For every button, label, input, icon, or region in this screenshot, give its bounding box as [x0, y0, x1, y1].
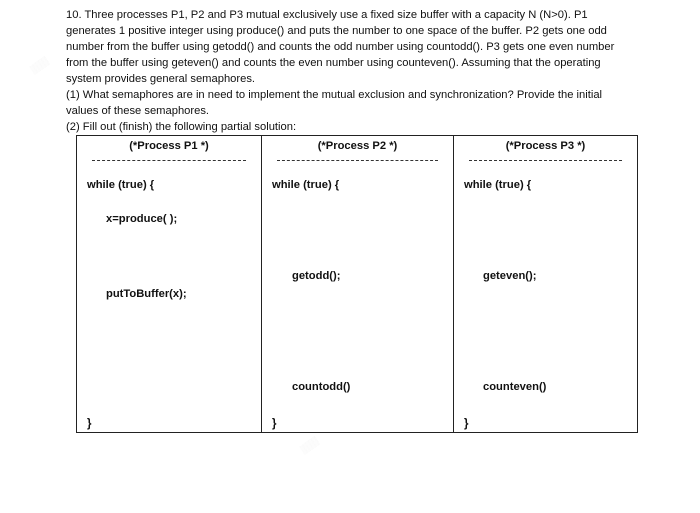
dashed-divider: [277, 160, 437, 161]
closing-brace: }: [272, 418, 277, 430]
watermark: ▒▒▒: [298, 435, 321, 455]
question-line: from the buffer using geteven() and counts the even number using counteven(). Assuming that the operating: [66, 57, 601, 69]
process-header: (*Process P1 *): [129, 140, 209, 152]
put-to-buffer-statement: putToBuffer(x);: [106, 288, 187, 300]
while-loop: while (true) {: [272, 179, 340, 191]
question-text: [66, 7, 648, 135]
part1-line: values of these semaphores.: [66, 105, 210, 117]
counteven-statement: counteven(): [483, 381, 547, 393]
getodd-statement: getodd();: [292, 270, 341, 282]
question-line: number from the buffer using getodd() and counts the odd number using countodd(). P3 gets one even number: [66, 41, 615, 53]
process-p3-column: [454, 136, 637, 432]
while-loop: while (true) {: [464, 179, 532, 191]
process-header: (*Process P2 *): [317, 140, 398, 152]
question-line: system provides general semaphores.: [66, 73, 256, 85]
process-p2-column: [262, 136, 454, 432]
dashed-divider: [92, 160, 247, 161]
closing-brace: }: [87, 418, 92, 430]
produce-statement: x=produce( );: [106, 213, 178, 225]
closing-brace: }: [464, 418, 469, 430]
question-line: 10. Three processes P1, P2 and P3 mutual exclusively use a fixed size buffer with a capacity N (N>0). P1: [66, 9, 588, 21]
dashed-divider: [469, 160, 623, 161]
part1-line: (1) What semaphores are in need to implement the mutual exclusion and synchronization? Provide the initial: [66, 89, 603, 101]
while-loop: while (true) {: [87, 179, 155, 191]
geteven-statement: geteven();: [483, 270, 537, 282]
process-p1-column: [77, 136, 262, 432]
watermark: ▒▒▒: [28, 55, 51, 75]
process-header: (*Process P3 *): [505, 140, 586, 152]
part2-line: (2) Fill out (finish) the following partial solution:: [66, 121, 297, 133]
solution-table: [76, 135, 638, 433]
countodd-statement: countodd(): [292, 381, 351, 393]
question-line: generates 1 positive integer using produce() and puts the number to one space of the buffer. P2 gets one odd: [66, 25, 607, 37]
